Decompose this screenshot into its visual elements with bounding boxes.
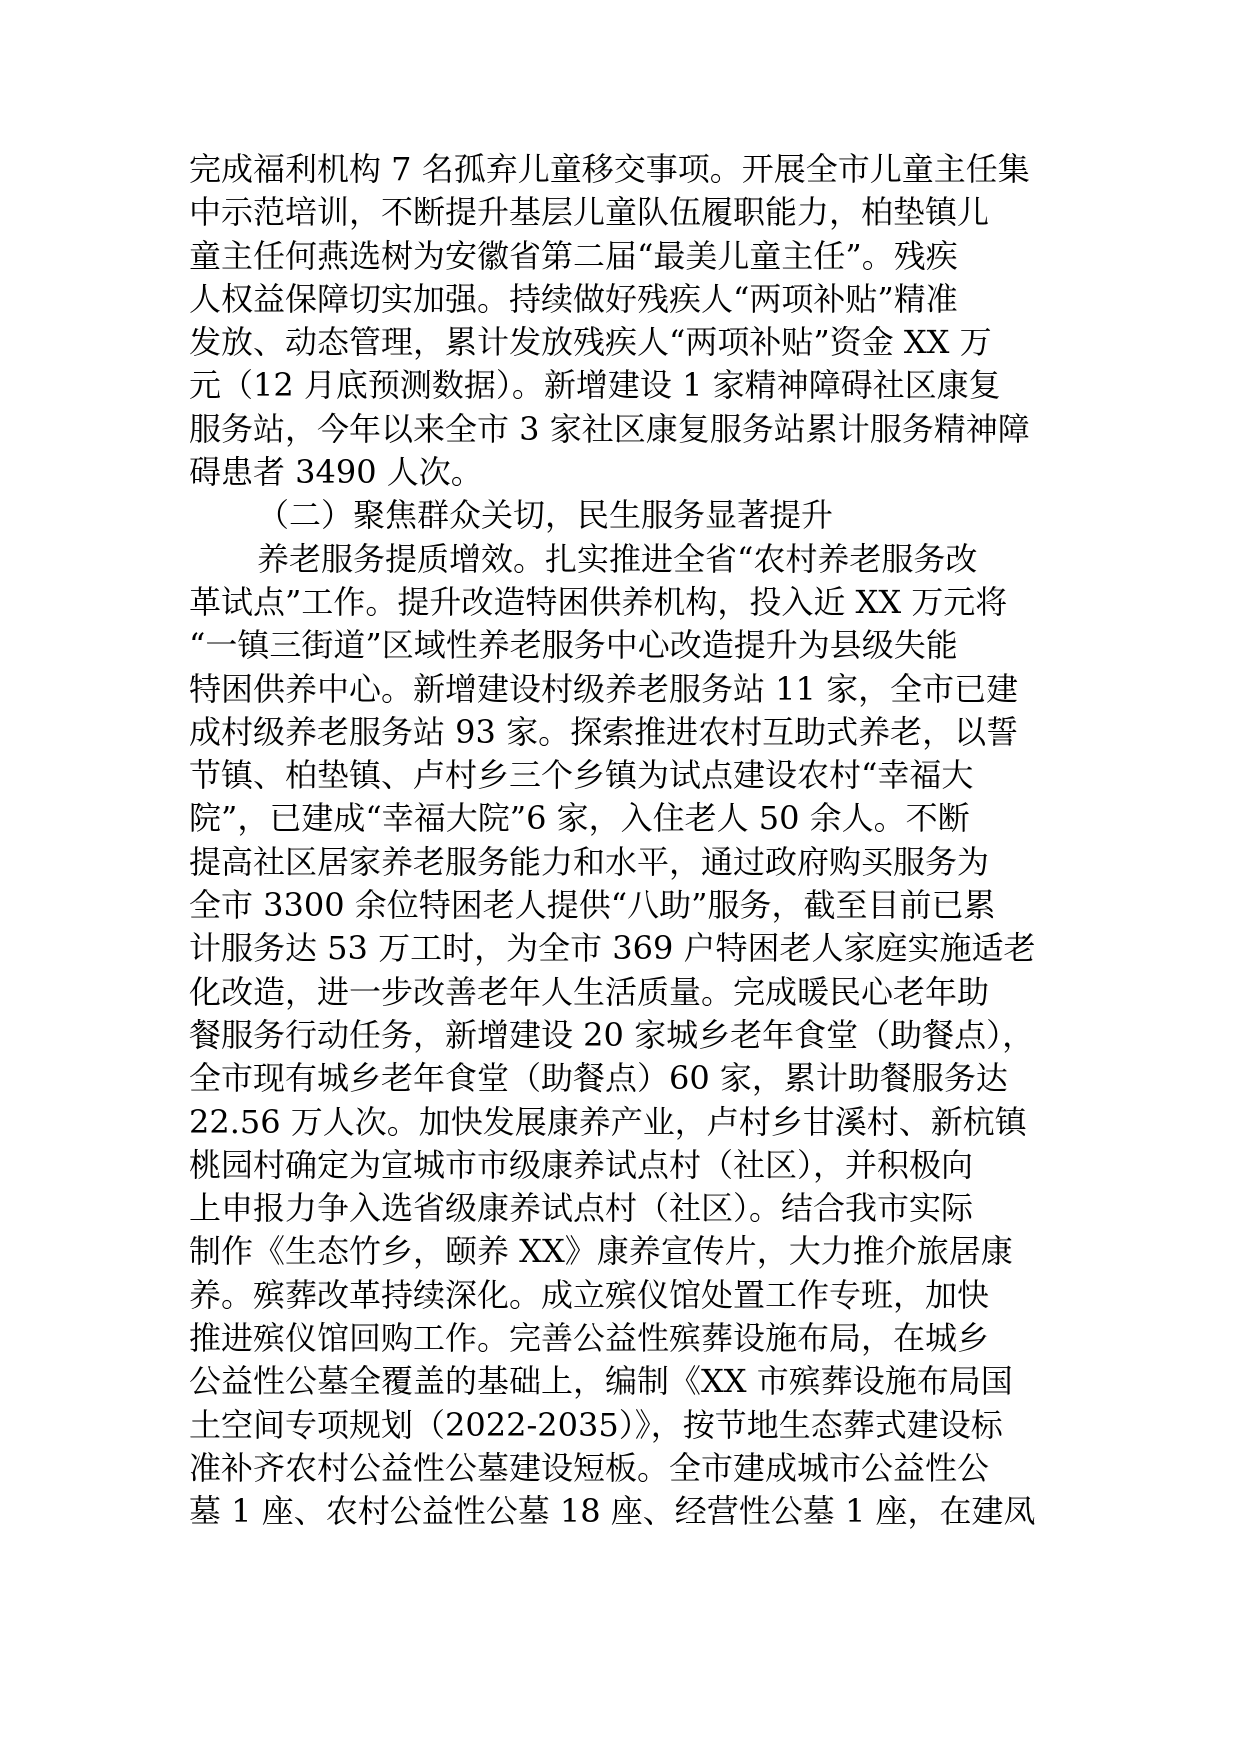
paragraph-line: 公益性公墓全覆盖的基础上，编制《XX 市殡葬设施布局国 xyxy=(189,1362,1013,1401)
paragraph-line: 节镇、柏垫镇、卢村乡三个乡镇为试点建设农村“幸福大 xyxy=(189,756,974,795)
paragraph-line: 推进殡仪馆回购工作。完善公益性殡葬设施布局，在城乡 xyxy=(189,1319,990,1358)
paragraph-line: 化改造，进一步改善老年人生活质量。完成暖民心老年助 xyxy=(189,972,990,1011)
paragraph-line: 制作《生态竹乡，颐养 XX》康养宣传片，大力推介旅居康 xyxy=(189,1232,1013,1271)
paragraph-line: 土空间专项规划（2022-2035）》，按节地生态葬式建设标 xyxy=(189,1405,1003,1444)
paragraph-line: 计服务达 53 万工时，为全市 369 户特困老人家庭实施适老 xyxy=(189,929,1036,968)
paragraph-line: 墓 1 座、农村公益性公墓 18 座、经营性公墓 1 座，在建凤 xyxy=(189,1492,1036,1531)
paragraph-line: 碍患者 3490 人次。 xyxy=(189,453,483,492)
paragraph-line: 发放、动态管理，累计发放残疾人“两项补贴”资金 XX 万 xyxy=(189,323,992,362)
paragraph-line: 全市现有城乡老年食堂（助餐点）60 家，累计助餐服务达 xyxy=(189,1059,1008,1098)
paragraph-line: 完成福利机构 7 名孤弃儿童移交事项。开展全市儿童主任集 xyxy=(189,150,1030,188)
paragraph-line: 准补齐农村公益性公墓建设短板。全市建成城市公益性公 xyxy=(189,1448,990,1487)
paragraph-line: 餐服务行动任务，新增建设 20 家城乡老年食堂（助餐点）， xyxy=(189,1015,1035,1054)
paragraph-line: 人权益保障切实加强。持续做好残疾人“两项补贴”精准 xyxy=(189,279,958,318)
document-body xyxy=(189,148,1053,1534)
paragraph-line: 成村级养老服务站 93 家。探索推进农村互助式养老，以誓 xyxy=(189,712,1019,751)
paragraph-line: 元（12 月底预测数据）。新增建设 1 家精神障碍社区康复 xyxy=(189,366,1001,405)
paragraph-line: 桃园村确定为宣城市市级康养试点村（社区），并积极向 xyxy=(189,1145,974,1184)
paragraph-line: 中示范培训，不断提升基层儿童队伍履职能力，柏垫镇儿 xyxy=(189,193,990,232)
paragraph-line: “一镇三街道”区域性养老服务中心改造提升为县级失能 xyxy=(189,626,958,665)
paragraph-line: 上申报力争入选省级康养试点村（社区）。结合我市实际 xyxy=(189,1189,974,1228)
paragraph-line: 养老服务提质增效。扎实推进全省“农村养老服务改 xyxy=(257,539,978,578)
paragraph-line: 全市 3300 余位特困老人提供“八助”服务，截至目前已累 xyxy=(189,886,996,925)
paragraph-line: 革试点”工作。提升改造特困供养机构，投入近 XX 万元将 xyxy=(189,582,1008,621)
paragraph-line: 院”，已建成“幸福大院”6 家，入住老人 50 余人。不断 xyxy=(189,799,970,838)
paragraph-line: 养。殡葬改革持续深化。成立殡仪馆处置工作专班，加快 xyxy=(189,1275,990,1314)
paragraph-line: 童主任何燕选树为安徽省第二届“最美儿童主任”。残疾 xyxy=(189,236,958,275)
section-heading: （二）聚焦群众关切，民生服务显著提升 xyxy=(257,496,834,535)
paragraph-line: 特困供养中心。新增建设村级养老服务站 11 家，全市已建 xyxy=(189,669,1019,708)
paragraph-line: 服务站，今年以来全市 3 家社区康复服务站累计服务精神障 xyxy=(189,409,1030,448)
paragraph-line: 22.56 万人次。加快发展康养产业，卢村乡甘溪村、新杭镇 xyxy=(189,1102,1027,1141)
paragraph-line: 提高社区居家养老服务能力和水平，通过政府购买服务为 xyxy=(189,842,990,881)
